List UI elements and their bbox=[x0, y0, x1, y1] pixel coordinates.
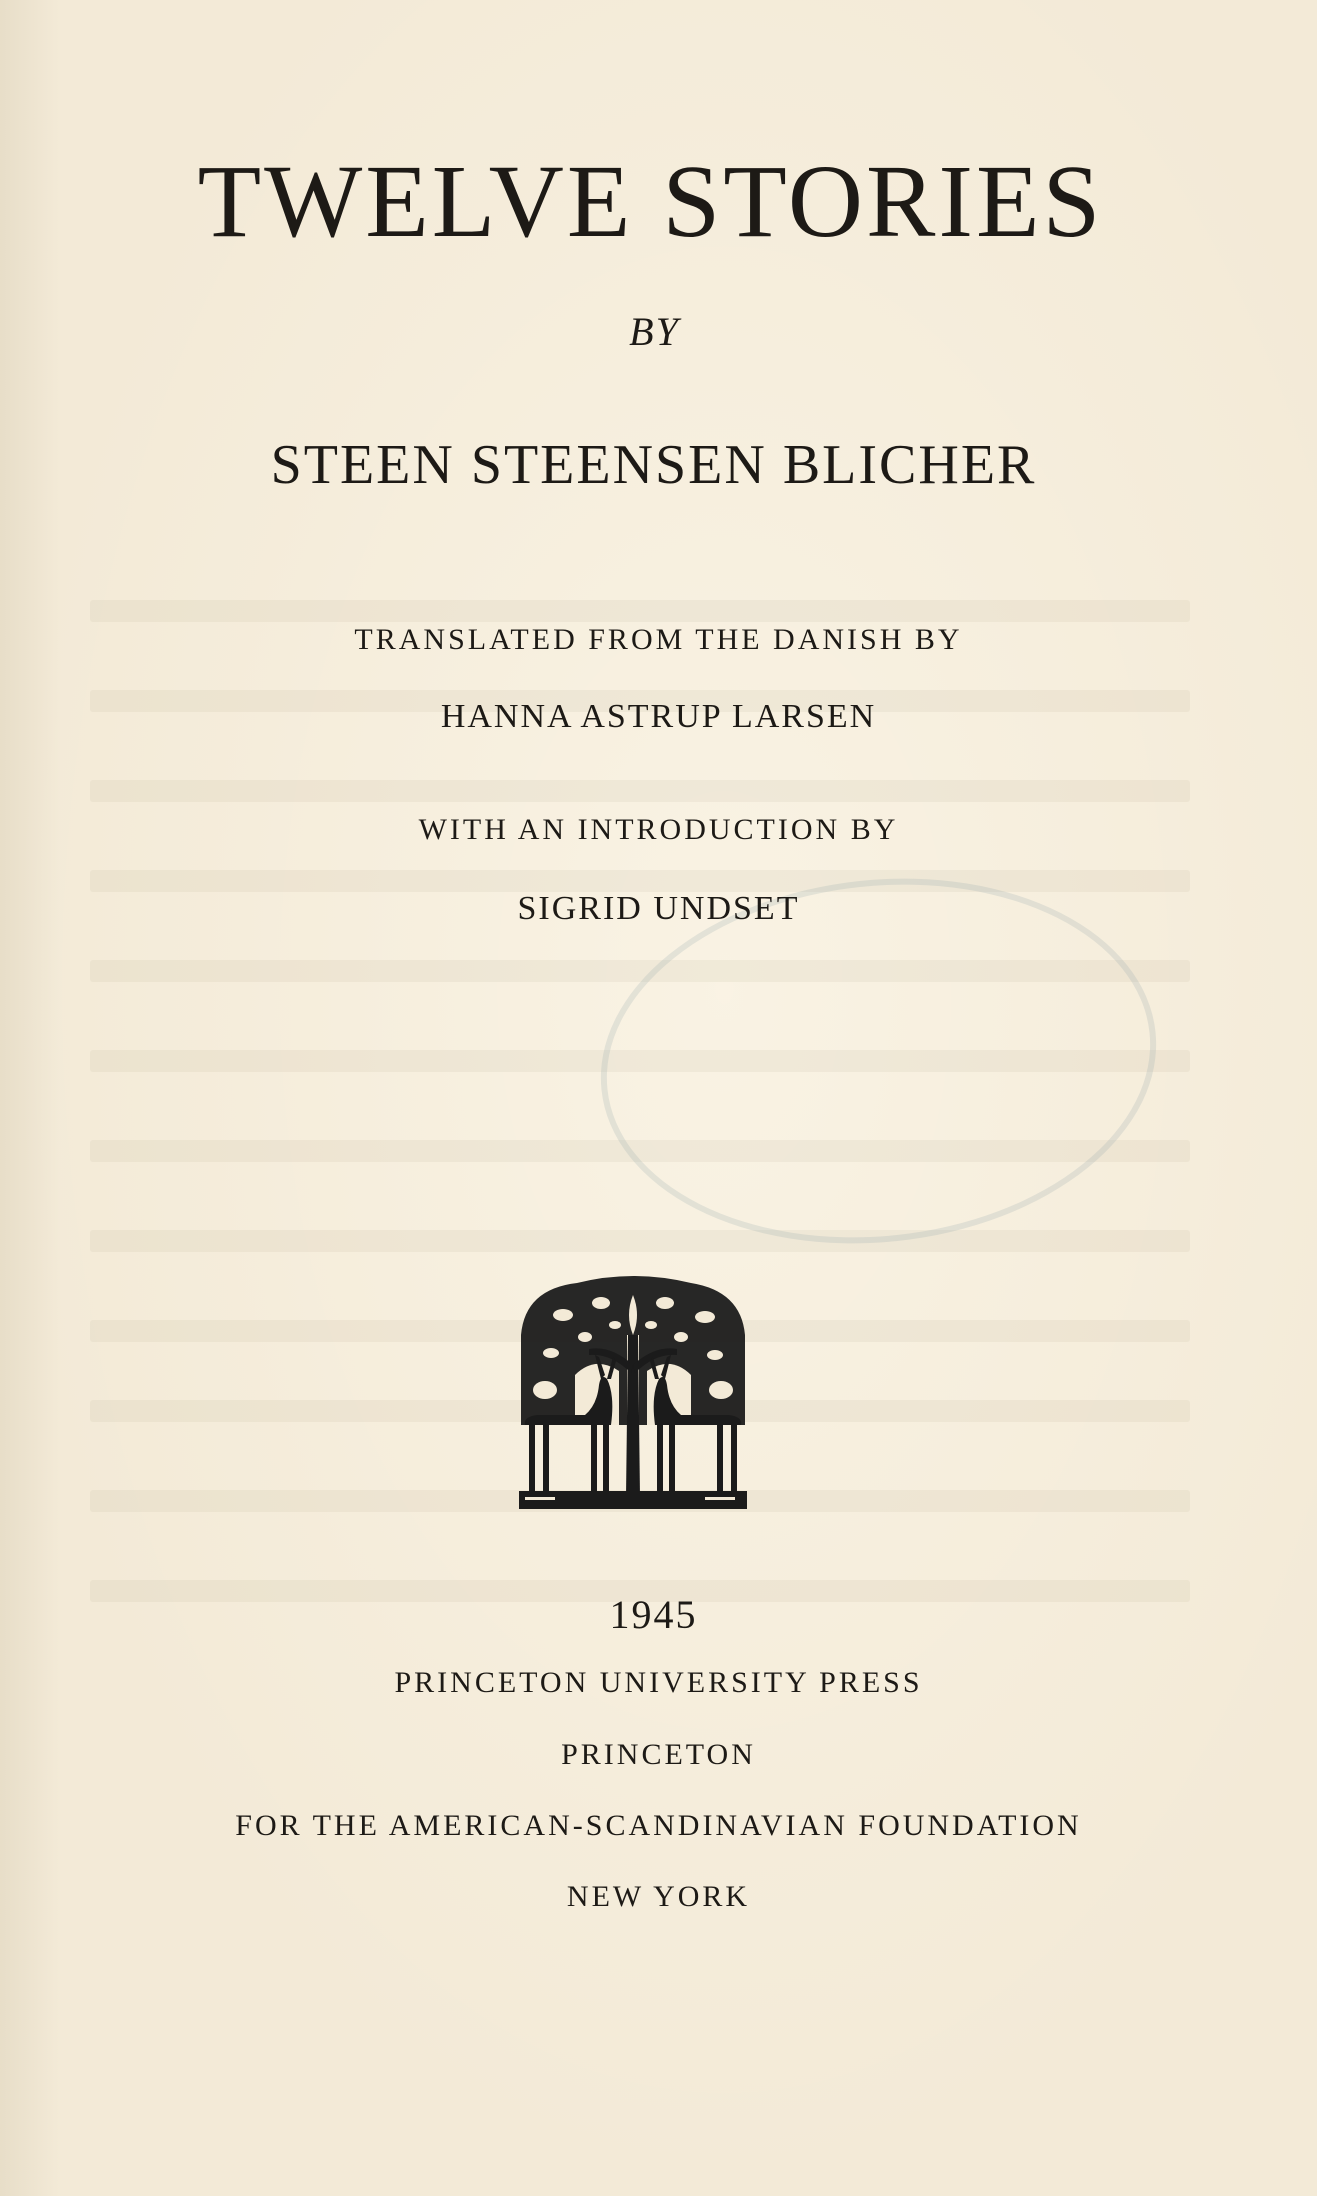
publisher-city: PRINCETON bbox=[561, 1738, 756, 1771]
translator-name: HANNA ASTRUP LARSEN bbox=[440, 698, 877, 735]
author-name: STEEN STEENSEN BLICHER bbox=[270, 434, 1037, 496]
introducer-name: SIGRID UNDSET bbox=[517, 890, 800, 927]
publisher-name: PRINCETON UNIVERSITY PRESS bbox=[394, 1666, 923, 1699]
publication-year: 1945 bbox=[609, 1592, 698, 1637]
bleed-through-line bbox=[90, 600, 1190, 622]
translated-by-label: TRANSLATED FROM THE DANISH BY bbox=[354, 623, 963, 656]
tree-and-deer-device-icon bbox=[515, 1275, 751, 1513]
bleed-through-line bbox=[90, 870, 1190, 892]
introduction-label: WITH AN INTRODUCTION BY bbox=[418, 813, 899, 846]
book-title: TWELVE STORIES bbox=[197, 144, 1104, 259]
foundation-name: FOR THE AMERICAN-SCANDINAVIAN FOUNDATION bbox=[235, 1809, 1082, 1842]
bleed-through-line bbox=[90, 780, 1190, 802]
foundation-city: NEW YORK bbox=[566, 1880, 751, 1913]
bleed-through-line bbox=[90, 1230, 1190, 1252]
by-line: BY bbox=[629, 309, 680, 354]
